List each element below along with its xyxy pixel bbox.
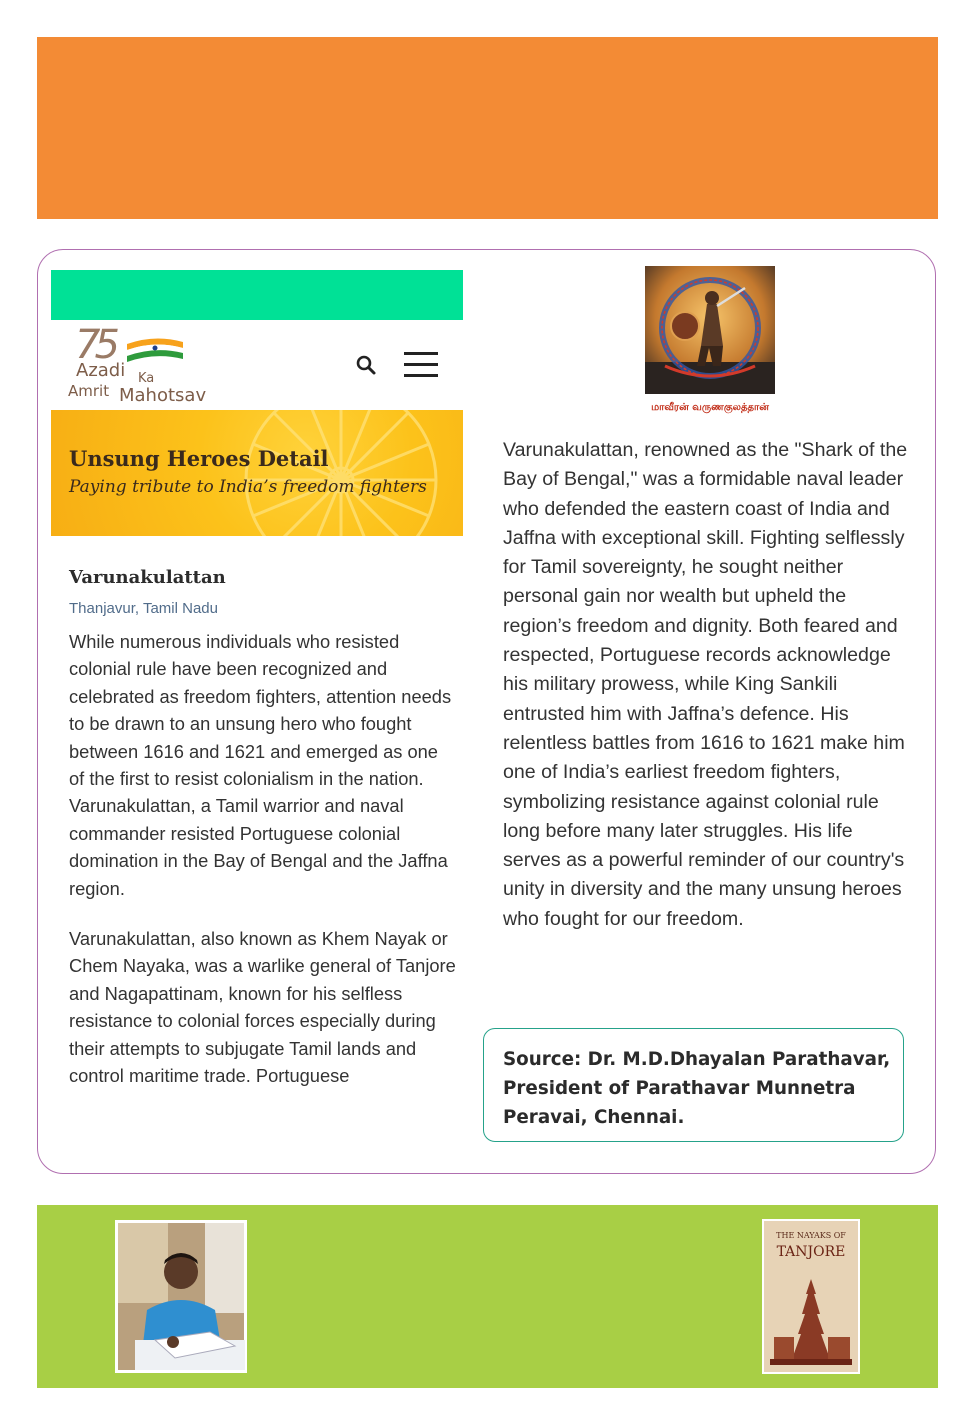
book-title-small: THE NAYAKS OF	[776, 1231, 846, 1240]
varunakulattan-artwork	[645, 266, 775, 394]
hamburger-menu-icon[interactable]	[404, 350, 438, 380]
ashoka-chakra-icon	[231, 410, 451, 536]
hero-paragraph: Varunakulattan, also known as Khem Nayak or Chem Nayaka, was a warlike general of Tanjore and Nagapattinam, known for his selfless resistance to colonial forces especially during their attempts to subjugate Tamil lands and control maritime trade. Portuguese	[69, 928, 456, 1087]
source-citation: Source: Dr. M.D.Dhayalan Parathavar, President of Parathavar Munnetra Peravai, Chennai.	[503, 1049, 891, 1128]
top-orange-band	[37, 37, 938, 219]
search-icon[interactable]	[355, 354, 377, 376]
artwork-caption: மாவீரன் வருணகுலத்தான்	[651, 402, 769, 413]
logo-azadi: Azadi	[76, 360, 126, 381]
source-box	[483, 1028, 904, 1142]
website-screenshot	[51, 270, 463, 1140]
unsung-heroes-banner	[51, 410, 463, 536]
logo-amrit: Amrit	[68, 382, 110, 400]
right-description: Varunakulattan, renowned as the "Shark of the Bay of Bengal," was a formidable naval leader who defended the eastern coast of India and Jaffna with exceptional skill. Fighting selflessly for Tamil sovereignty, he sought neither personal gain nor wealth but upheld the region’s freedom and dignity. Both feared and respected, Portuguese records acknowledge his military prowess, while King Sankili entrusted him with Jaffna’s defence. His relentless battles from 1616 to 1621 make him one of India’s earliest freedom fighters, symbolizing resistance against colonial rule long before many later struggles. His life serves as a powerful reminder of our country's unity in diversity and the many unsung heroes who fought for our freedom.	[503, 439, 908, 930]
site-top-strip	[51, 270, 463, 320]
flag-swoosh-icon	[125, 334, 185, 364]
hero-name: Varunakulattan	[69, 567, 226, 588]
hero-paragraph: While numerous individuals who resisted colonial rule have been recognized and celebrated as freedom fighters, attention needs to be drawn to an unsung hero who fought between 1616 and 1621 and emerged as one of the first to resist colonialism in the nation. Varunakulattan, a Tamil warrior and naval commander resisted Portuguese colonial domination in the Bay of Bengal and the Jaffna region.	[69, 631, 452, 899]
page-subtitle: Paying tribute to India’s freedom fighters	[69, 477, 427, 497]
hero-description	[69, 628, 457, 1113]
azadi-ka-amrit-mahotsav-logo[interactable]	[67, 322, 227, 408]
page-title: Unsung Heroes Detail	[69, 446, 329, 471]
logo-ka: Ka	[138, 371, 155, 386]
hero-location: Thanjavur, Tamil Nadu	[69, 600, 218, 617]
logo-mahotsav: Mahotsav	[119, 385, 207, 406]
nayaks-of-tanjore-book-cover	[762, 1219, 860, 1374]
book-title-big: TANJORE	[776, 1244, 846, 1260]
author-photo	[115, 1220, 247, 1373]
logo-number: 75	[75, 322, 114, 368]
